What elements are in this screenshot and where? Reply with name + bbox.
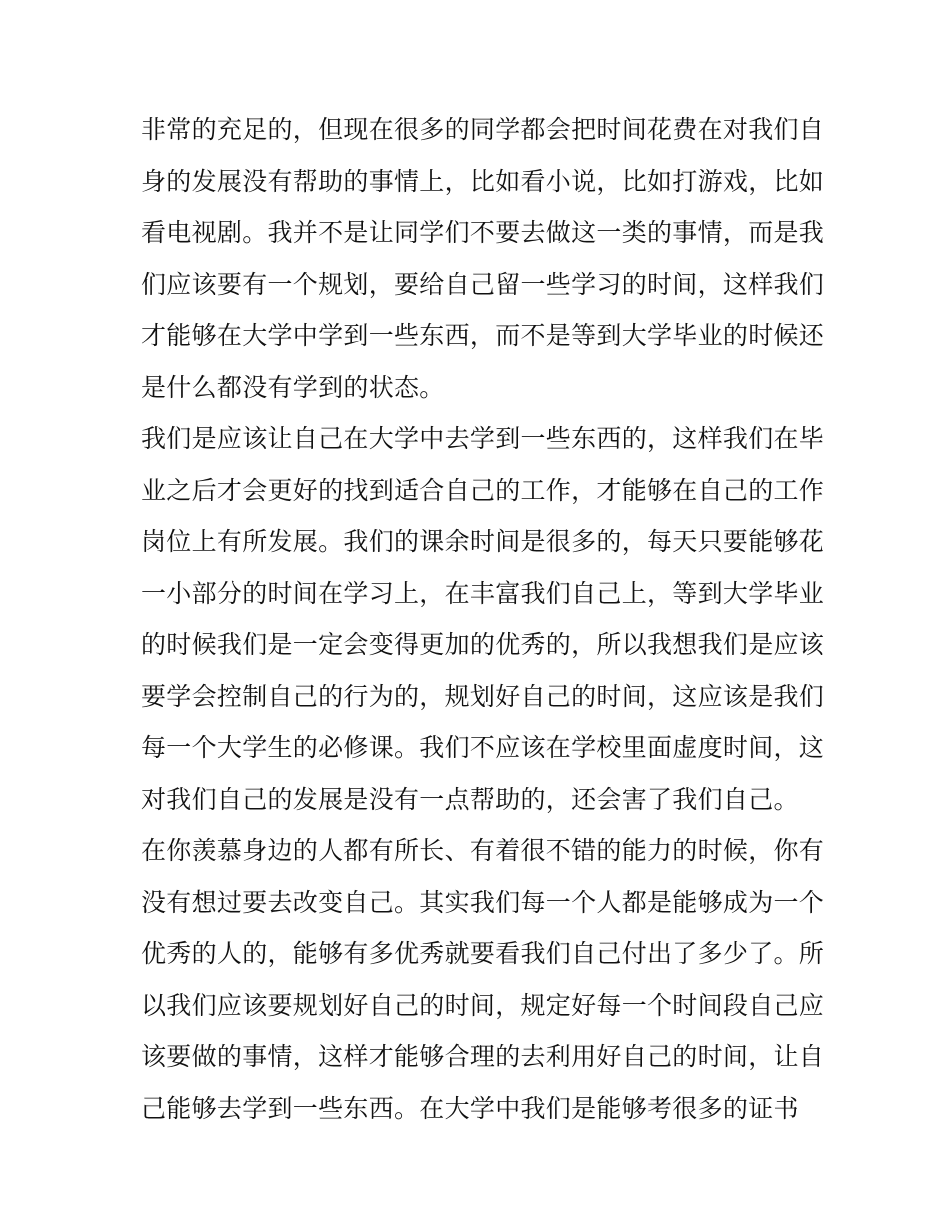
text-line: 没有想过要去改变自己。其实我们每一个人都是能够成为一个: [141, 887, 825, 917]
text-line: 己能够去学到一些东西。在大学中我们是能够考很多的证书: [141, 1093, 799, 1123]
text-line: 该要做的事情，这样才能够合理的去利用好自己的时间，让自: [141, 1042, 825, 1071]
text-line: 身的发展没有帮助的事情上，比如看小说，比如打游戏，比如: [141, 166, 825, 196]
text-line: 才能够在大学中学到一些东西，而不是等到大学毕业的时候还: [141, 321, 825, 350]
text-line: 我们是应该让自己在大学中去学到一些东西的，这样我们在毕: [141, 424, 825, 453]
text-line: 是什么都没有学到的状态。: [141, 372, 445, 402]
text-line: 在你羡慕身边的人都有所长、有着很不错的能力的时候，你有: [141, 836, 825, 865]
text-line: 的时候我们是一定会变得更加的优秀的，所以我想我们是应该: [141, 630, 825, 659]
text-line: 要学会控制自己的行为的，规划好自己的时间，这应该是我们: [141, 681, 825, 711]
text-line: 优秀的人的，能够有多优秀就要看我们自己付出了多少了。所: [141, 939, 825, 968]
document-body: [141, 104, 825, 1134]
text-line: 对我们自己的发展是没有一点帮助的，还会害了我们自己。: [141, 784, 799, 814]
text-line: 业之后才会更好的找到适合自己的工作，才能够在自己的工作: [141, 475, 825, 505]
text-line: 们应该要有一个规划，要给自己留一些学习的时间，这样我们: [141, 269, 825, 299]
text-line: 一小部分的时间在学习上，在丰富我们自己上，等到大学毕业: [141, 578, 825, 608]
text-line: 非常的充足的，但现在很多的同学都会把时间花费在对我们自: [141, 115, 825, 144]
text-line: 岗位上有所发展。我们的课余时间是很多的，每天只要能够花: [141, 527, 825, 556]
text-line: 每一个大学生的必修课。我们不应该在学校里面虚度时间，这: [141, 733, 825, 762]
text-line: 看电视剧。我并不是让同学们不要去做这一类的事情，而是我: [141, 218, 825, 247]
text-line: 以我们应该要规划好自己的时间，规定好每一个时间段自己应: [141, 990, 825, 1020]
